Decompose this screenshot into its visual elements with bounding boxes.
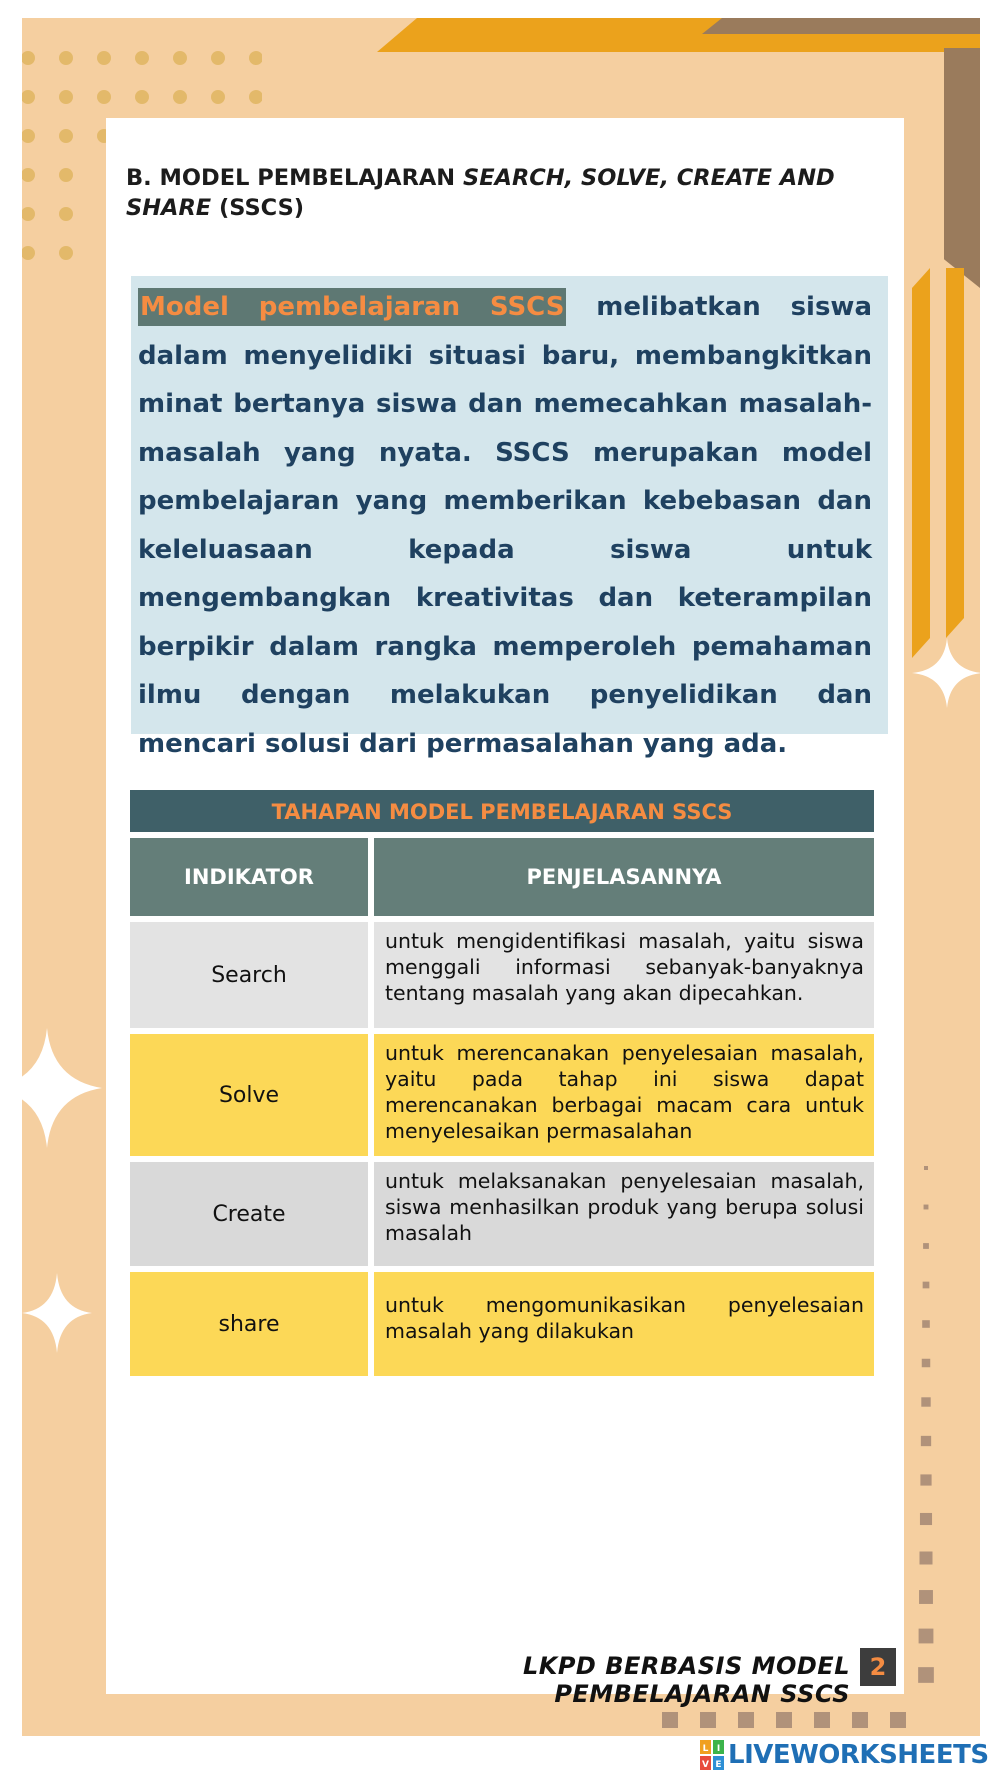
intro-highlight: Model pembelajaran SSCS <box>138 288 566 326</box>
decorative-dot <box>22 207 35 221</box>
sparkle-icon <box>22 1028 102 1148</box>
decorative-dot <box>211 90 225 104</box>
decorative-dot <box>22 168 35 182</box>
section-title-prefix: B. MODEL PEMBELAJARAN <box>126 165 463 191</box>
decorative-dot <box>249 51 262 65</box>
decorative-dot <box>59 51 73 65</box>
decorative-square <box>919 1590 933 1604</box>
liveworksheets-logo-icon <box>700 1740 724 1770</box>
logo-letter: I <box>716 1744 721 1754</box>
decorative-dot <box>59 168 73 182</box>
section-title-suffix: (SSCS) <box>211 195 305 221</box>
brown-corner-band <box>702 18 980 34</box>
table-row-penjelasan: untuk melaksanakan penyelesaian masalah, siswa menhasilkan produk yang berupa solusi masalah <box>374 1162 874 1266</box>
decorative-square <box>919 1629 934 1644</box>
decorative-square <box>776 1712 792 1728</box>
decorative-square <box>920 1474 931 1485</box>
section-title <box>126 163 874 223</box>
decorative-dot <box>22 51 35 65</box>
sparkle-icon <box>22 1273 92 1353</box>
decorative-square <box>814 1712 830 1728</box>
table-row-penjelasan: untuk merencanakan penyelesaian masalah, yaitu pada tahap ini siswa dapat merencanakan berbagai macam cara untuk menyelesaikan permasalahan <box>374 1034 874 1156</box>
decorative-dot <box>173 90 187 104</box>
table-header-indikator: INDIKATOR <box>130 838 368 916</box>
watermark-text: LIVEWORKSHEETS <box>728 1740 989 1770</box>
table-header-penjelasan: PENJELASANNYA <box>374 838 874 916</box>
decorative-square <box>738 1712 754 1728</box>
decorative-square <box>921 1436 931 1446</box>
decorative-dot <box>249 90 262 104</box>
decorative-square <box>662 1712 678 1728</box>
decorative-dot <box>97 90 111 104</box>
section-title-italic: SEARCH, SOLVE, CREATE AND SHARE <box>126 165 835 221</box>
logo-letter: V <box>702 1760 709 1770</box>
table-row-indikator: share <box>130 1272 368 1376</box>
logo-letter: E <box>715 1760 722 1770</box>
decorative-dot <box>211 51 225 65</box>
table-row-indikator: Create <box>130 1162 368 1266</box>
table-row-indikator: Solve <box>130 1034 368 1156</box>
decorative-dot <box>97 51 111 65</box>
decorative-square <box>700 1712 716 1728</box>
decorative-dot <box>59 246 73 260</box>
sparkle-icon <box>912 638 980 708</box>
decorative-dot <box>22 246 35 260</box>
brown-right-band <box>944 48 980 288</box>
decorative-square <box>924 1205 929 1210</box>
table-row-penjelasan: untuk mengidentifikasi masalah, yaitu siswa menggali informasi sebanyak-banyaknya tentang masalah yang akan dipecahkan. <box>374 922 874 1028</box>
liveworksheets-watermark[interactable] <box>700 1740 989 1770</box>
decorative-dot <box>59 207 73 221</box>
decorative-square <box>890 1712 906 1728</box>
intro-text: melibatkan siswa dalam menyelidiki situasi baru, membangkitkan minat bertanya siswa dan memecahkan masalah-masalah yang nyata. SSCS merupakan model pembelajaran yang memberikan kebebasan dan keleluasaan kepada siswa untuk mengembangkan kreativitas dan keterampilan berpikir dalam rangka memperoleh pemahaman ilmu dengan melakukan penyelidikan dan mencari solusi dari permasalahan yang ada. <box>138 292 872 759</box>
decorative-square <box>921 1397 930 1406</box>
intro-paragraph <box>138 283 872 768</box>
table-title: TAHAPAN MODEL PEMBELAJARAN SSCS <box>130 790 874 832</box>
logo-letter: L <box>702 1744 709 1754</box>
decorative-square <box>852 1712 868 1728</box>
decorative-square <box>918 1667 934 1683</box>
decorative-square <box>923 1243 929 1249</box>
decorative-square <box>924 1166 928 1170</box>
decorative-dot <box>22 90 35 104</box>
page-number: 2 <box>860 1648 896 1686</box>
decorative-square <box>922 1359 931 1368</box>
decorative-dot <box>173 51 187 65</box>
decorative-dot <box>59 90 73 104</box>
decorative-square <box>920 1513 932 1525</box>
decorative-square <box>920 1552 933 1565</box>
decorative-dot <box>22 129 35 143</box>
orange-diagonal-stripes <box>902 268 980 668</box>
table-row-penjelasan: untuk mengomunikasikan penyelesaian masalah yang dilakukan <box>374 1272 874 1376</box>
decorative-dot <box>135 90 149 104</box>
footer-title: LKPD BERBASIS MODEL PEMBELAJARAN SSCS <box>522 1652 850 1708</box>
decorative-dot <box>59 129 73 143</box>
decorative-square <box>923 1282 930 1289</box>
decorative-dot <box>135 51 149 65</box>
decorative-square <box>922 1320 930 1328</box>
table-row-indikator: Search <box>130 922 368 1028</box>
